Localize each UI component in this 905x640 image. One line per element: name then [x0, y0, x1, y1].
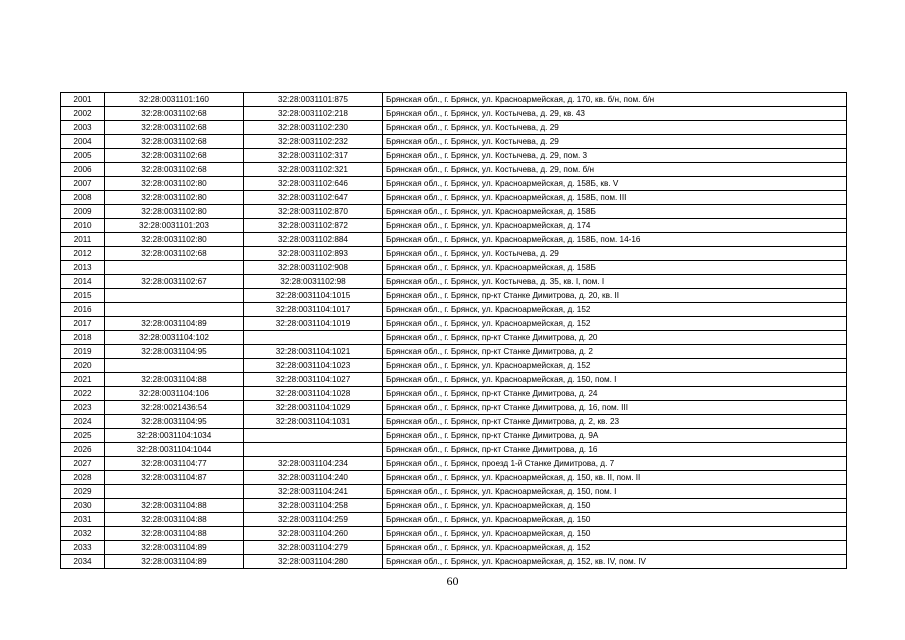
object-cadastral-cell: 32:28:0031104:1029	[244, 401, 383, 415]
object-cadastral-cell: 32:28:0031104:258	[244, 499, 383, 513]
parcel-cadastral-cell: 32:28:0031102:68	[105, 247, 244, 261]
table-row	[61, 527, 847, 541]
address-cell: Брянская обл., г. Брянск, ул. Костычева, д. 29	[383, 135, 847, 149]
row-number-cell: 2005	[61, 149, 105, 163]
row-number-cell: 2003	[61, 121, 105, 135]
parcel-cadastral-cell	[105, 485, 244, 499]
address-cell: Брянская обл., г. Брянск, ул. Красноармейская, д. 150	[383, 527, 847, 541]
table-row	[61, 205, 847, 219]
page-number: 60	[446, 574, 459, 588]
row-number-cell: 2027	[61, 457, 105, 471]
object-cadastral-cell: 32:28:0031101:875	[244, 93, 383, 107]
parcel-cadastral-cell: 32:28:0031101:160	[105, 93, 244, 107]
table-row	[61, 401, 847, 415]
object-cadastral-cell	[244, 429, 383, 443]
address-cell: Брянская обл., г. Брянск, пр-кт Станке Димитрова, д. 2	[383, 345, 847, 359]
table-row	[61, 317, 847, 331]
parcel-cadastral-cell: 32:28:0031102:68	[105, 149, 244, 163]
table-row	[61, 471, 847, 485]
address-cell: Брянская обл., г. Брянск, пр-кт Станке Димитрова, д. 16	[383, 443, 847, 457]
parcel-cadastral-cell: 32:28:0031104:89	[105, 555, 244, 569]
address-cell: Брянская обл., г. Брянск, ул. Красноармейская, д. 150	[383, 499, 847, 513]
table-row	[61, 107, 847, 121]
parcel-cadastral-cell: 32:28:0031104:106	[105, 387, 244, 401]
object-cadastral-cell: 32:28:0031104:1031	[244, 415, 383, 429]
address-cell: Брянская обл., г. Брянск, ул. Красноармейская, д. 158Б, пом. 14-16	[383, 233, 847, 247]
address-cell: Брянская обл., г. Брянск, пр-кт Станке Димитрова, д. 9А	[383, 429, 847, 443]
address-cell: Брянская обл., г. Брянск, пр-кт Станке Димитрова, д. 20, кв. II	[383, 289, 847, 303]
row-number-cell: 2026	[61, 443, 105, 457]
row-number-cell: 2022	[61, 387, 105, 401]
table-row	[61, 275, 847, 289]
address-cell: Брянская обл., г. Брянск, ул. Красноармейская, д. 150, пом. I	[383, 373, 847, 387]
object-cadastral-cell: 32:28:0031102:870	[244, 205, 383, 219]
address-cell: Брянская обл., г. Брянск, ул. Костычева, д. 35, кв. I, пом. I	[383, 275, 847, 289]
address-cell: Брянская обл., г. Брянск, пр-кт Станке Димитрова, д. 20	[383, 331, 847, 345]
address-cell: Брянская обл., г. Брянск, пр-кт Станке Димитрова, д. 16, пом. III	[383, 401, 847, 415]
table-row	[61, 555, 847, 569]
parcel-cadastral-cell: 32:28:0031102:80	[105, 233, 244, 247]
address-cell: Брянская обл., г. Брянск, пр-кт Станке Димитрова, д. 24	[383, 387, 847, 401]
object-cadastral-cell: 32:28:0031104:1015	[244, 289, 383, 303]
parcel-cadastral-cell	[105, 359, 244, 373]
row-number-cell: 2024	[61, 415, 105, 429]
address-cell: Брянская обл., г. Брянск, ул. Красноармейская, д. 152	[383, 359, 847, 373]
table-row	[61, 177, 847, 191]
row-number-cell: 2008	[61, 191, 105, 205]
parcel-cadastral-cell: 32:28:0031104:88	[105, 513, 244, 527]
object-cadastral-cell: 32:28:0031102:317	[244, 149, 383, 163]
parcel-cadastral-cell: 32:28:0031102:68	[105, 163, 244, 177]
table-row	[61, 345, 847, 359]
row-number-cell: 2028	[61, 471, 105, 485]
row-number-cell: 2023	[61, 401, 105, 415]
parcel-cadastral-cell: 32:28:0031104:88	[105, 373, 244, 387]
object-cadastral-cell: 32:28:0031104:234	[244, 457, 383, 471]
address-cell: Брянская обл., г. Брянск, ул. Красноармейская, д. 158Б, кв. V	[383, 177, 847, 191]
parcel-cadastral-cell	[105, 289, 244, 303]
row-number-cell: 2014	[61, 275, 105, 289]
table-row	[61, 359, 847, 373]
object-cadastral-cell: 32:28:0031102:647	[244, 191, 383, 205]
row-number-cell: 2020	[61, 359, 105, 373]
row-number-cell: 2007	[61, 177, 105, 191]
object-cadastral-cell	[244, 331, 383, 345]
parcel-cadastral-cell: 32:28:0031104:77	[105, 457, 244, 471]
object-cadastral-cell: 32:28:0031102:232	[244, 135, 383, 149]
table-row	[61, 331, 847, 345]
parcel-cadastral-cell: 32:28:0021436:54	[105, 401, 244, 415]
object-cadastral-cell	[244, 443, 383, 457]
address-cell: Брянская обл., г. Брянск, проезд 1-й Станке Димитрова, д. 7	[383, 457, 847, 471]
object-cadastral-cell: 32:28:0031104:280	[244, 555, 383, 569]
table-row	[61, 373, 847, 387]
table-row	[61, 457, 847, 471]
object-cadastral-cell: 32:28:0031102:908	[244, 261, 383, 275]
address-cell: Брянская обл., г. Брянск, ул. Костычева, д. 29, пом. б/н	[383, 163, 847, 177]
object-cadastral-cell: 32:28:0031104:1019	[244, 317, 383, 331]
parcel-cadastral-cell	[105, 261, 244, 275]
object-cadastral-cell: 32:28:0031102:872	[244, 219, 383, 233]
table-row	[61, 429, 847, 443]
parcel-cadastral-cell: 32:28:0031104:89	[105, 317, 244, 331]
table-row	[61, 513, 847, 527]
row-number-cell: 2012	[61, 247, 105, 261]
registry-table	[60, 92, 847, 569]
object-cadastral-cell: 32:28:0031102:98	[244, 275, 383, 289]
object-cadastral-cell: 32:28:0031104:240	[244, 471, 383, 485]
parcel-cadastral-cell: 32:28:0031104:102	[105, 331, 244, 345]
row-number-cell: 2029	[61, 485, 105, 499]
table-row	[61, 233, 847, 247]
table-row	[61, 541, 847, 555]
parcel-cadastral-cell: 32:28:0031104:89	[105, 541, 244, 555]
table-row	[61, 387, 847, 401]
object-cadastral-cell: 32:28:0031104:1027	[244, 373, 383, 387]
table-row	[61, 191, 847, 205]
row-number-cell: 2015	[61, 289, 105, 303]
table-row	[61, 289, 847, 303]
address-cell: Брянская обл., г. Брянск, ул. Костычева, д. 29	[383, 247, 847, 261]
parcel-cadastral-cell: 32:28:0031102:67	[105, 275, 244, 289]
address-cell: Брянская обл., г. Брянск, ул. Красноармейская, д. 152	[383, 303, 847, 317]
row-number-cell: 2010	[61, 219, 105, 233]
object-cadastral-cell: 32:28:0031102:646	[244, 177, 383, 191]
table-row	[61, 499, 847, 513]
parcel-cadastral-cell: 32:28:0031104:87	[105, 471, 244, 485]
address-cell: Брянская обл., г. Брянск, ул. Красноармейская, д. 150	[383, 513, 847, 527]
object-cadastral-cell: 32:28:0031104:1021	[244, 345, 383, 359]
row-number-cell: 2019	[61, 345, 105, 359]
parcel-cadastral-cell: 32:28:0031102:68	[105, 121, 244, 135]
address-cell: Брянская обл., г. Брянск, ул. Костычева, д. 29	[383, 121, 847, 135]
object-cadastral-cell: 32:28:0031104:279	[244, 541, 383, 555]
table-row	[61, 303, 847, 317]
row-number-cell: 2030	[61, 499, 105, 513]
address-cell: Брянская обл., г. Брянск, пр-кт Станке Димитрова, д. 2, кв. 23	[383, 415, 847, 429]
parcel-cadastral-cell: 32:28:0031102:80	[105, 191, 244, 205]
registry-table-body	[61, 93, 847, 569]
address-cell: Брянская обл., г. Брянск, ул. Красноармейская, д. 158Б	[383, 261, 847, 275]
address-cell: Брянская обл., г. Брянск, ул. Красноармейская, д. 158Б	[383, 205, 847, 219]
table-row	[61, 219, 847, 233]
table-row	[61, 415, 847, 429]
parcel-cadastral-cell: 32:28:0031102:68	[105, 107, 244, 121]
address-cell: Брянская обл., г. Брянск, ул. Красноармейская, д. 174	[383, 219, 847, 233]
object-cadastral-cell: 32:28:0031102:218	[244, 107, 383, 121]
row-number-cell: 2009	[61, 205, 105, 219]
row-number-cell: 2033	[61, 541, 105, 555]
table-row	[61, 121, 847, 135]
parcel-cadastral-cell: 32:28:0031104:1044	[105, 443, 244, 457]
object-cadastral-cell: 32:28:0031104:241	[244, 485, 383, 499]
row-number-cell: 2021	[61, 373, 105, 387]
object-cadastral-cell: 32:28:0031104:260	[244, 527, 383, 541]
row-number-cell: 2002	[61, 107, 105, 121]
parcel-cadastral-cell: 32:28:0031104:95	[105, 415, 244, 429]
object-cadastral-cell: 32:28:0031102:230	[244, 121, 383, 135]
row-number-cell: 2013	[61, 261, 105, 275]
object-cadastral-cell: 32:28:0031104:1023	[244, 359, 383, 373]
object-cadastral-cell: 32:28:0031104:1028	[244, 387, 383, 401]
object-cadastral-cell: 32:28:0031102:884	[244, 233, 383, 247]
object-cadastral-cell: 32:28:0031102:321	[244, 163, 383, 177]
row-number-cell: 2001	[61, 93, 105, 107]
parcel-cadastral-cell: 32:28:0031104:88	[105, 499, 244, 513]
object-cadastral-cell: 32:28:0031104:1017	[244, 303, 383, 317]
row-number-cell: 2025	[61, 429, 105, 443]
row-number-cell: 2032	[61, 527, 105, 541]
object-cadastral-cell: 32:28:0031102:893	[244, 247, 383, 261]
parcel-cadastral-cell: 32:28:0031101:203	[105, 219, 244, 233]
address-cell: Брянская обл., г. Брянск, ул. Красноармейская, д. 150, пом. I	[383, 485, 847, 499]
parcel-cadastral-cell: 32:28:0031104:88	[105, 527, 244, 541]
table-row	[61, 261, 847, 275]
row-number-cell: 2011	[61, 233, 105, 247]
object-cadastral-cell: 32:28:0031104:259	[244, 513, 383, 527]
parcel-cadastral-cell: 32:28:0031104:1034	[105, 429, 244, 443]
table-row	[61, 247, 847, 261]
row-number-cell: 2016	[61, 303, 105, 317]
table-row	[61, 149, 847, 163]
parcel-cadastral-cell	[105, 303, 244, 317]
table-row	[61, 163, 847, 177]
row-number-cell: 2018	[61, 331, 105, 345]
table-row	[61, 485, 847, 499]
parcel-cadastral-cell: 32:28:0031102:80	[105, 205, 244, 219]
address-cell: Брянская обл., г. Брянск, ул. Красноармейская, д. 158Б, пом. III	[383, 191, 847, 205]
address-cell: Брянская обл., г. Брянск, ул. Красноармейская, д. 152, кв. IV, пом. IV	[383, 555, 847, 569]
parcel-cadastral-cell: 32:28:0031104:95	[105, 345, 244, 359]
address-cell: Брянская обл., г. Брянск, ул. Красноармейская, д. 170, кв. б/н, пом. б/н	[383, 93, 847, 107]
table-row	[61, 93, 847, 107]
address-cell: Брянская обл., г. Брянск, ул. Костычева, д. 29, пом. 3	[383, 149, 847, 163]
row-number-cell: 2006	[61, 163, 105, 177]
row-number-cell: 2034	[61, 555, 105, 569]
table-row	[61, 443, 847, 457]
address-cell: Брянская обл., г. Брянск, ул. Красноармейская, д. 152	[383, 541, 847, 555]
row-number-cell: 2017	[61, 317, 105, 331]
row-number-cell: 2031	[61, 513, 105, 527]
row-number-cell: 2004	[61, 135, 105, 149]
table-row	[61, 135, 847, 149]
address-cell: Брянская обл., г. Брянск, ул. Костычева, д. 29, кв. 43	[383, 107, 847, 121]
parcel-cadastral-cell: 32:28:0031102:80	[105, 177, 244, 191]
parcel-cadastral-cell: 32:28:0031102:68	[105, 135, 244, 149]
address-cell: Брянская обл., г. Брянск, ул. Красноармейская, д. 150, кв. II, пом. II	[383, 471, 847, 485]
address-cell: Брянская обл., г. Брянск, ул. Красноармейская, д. 152	[383, 317, 847, 331]
